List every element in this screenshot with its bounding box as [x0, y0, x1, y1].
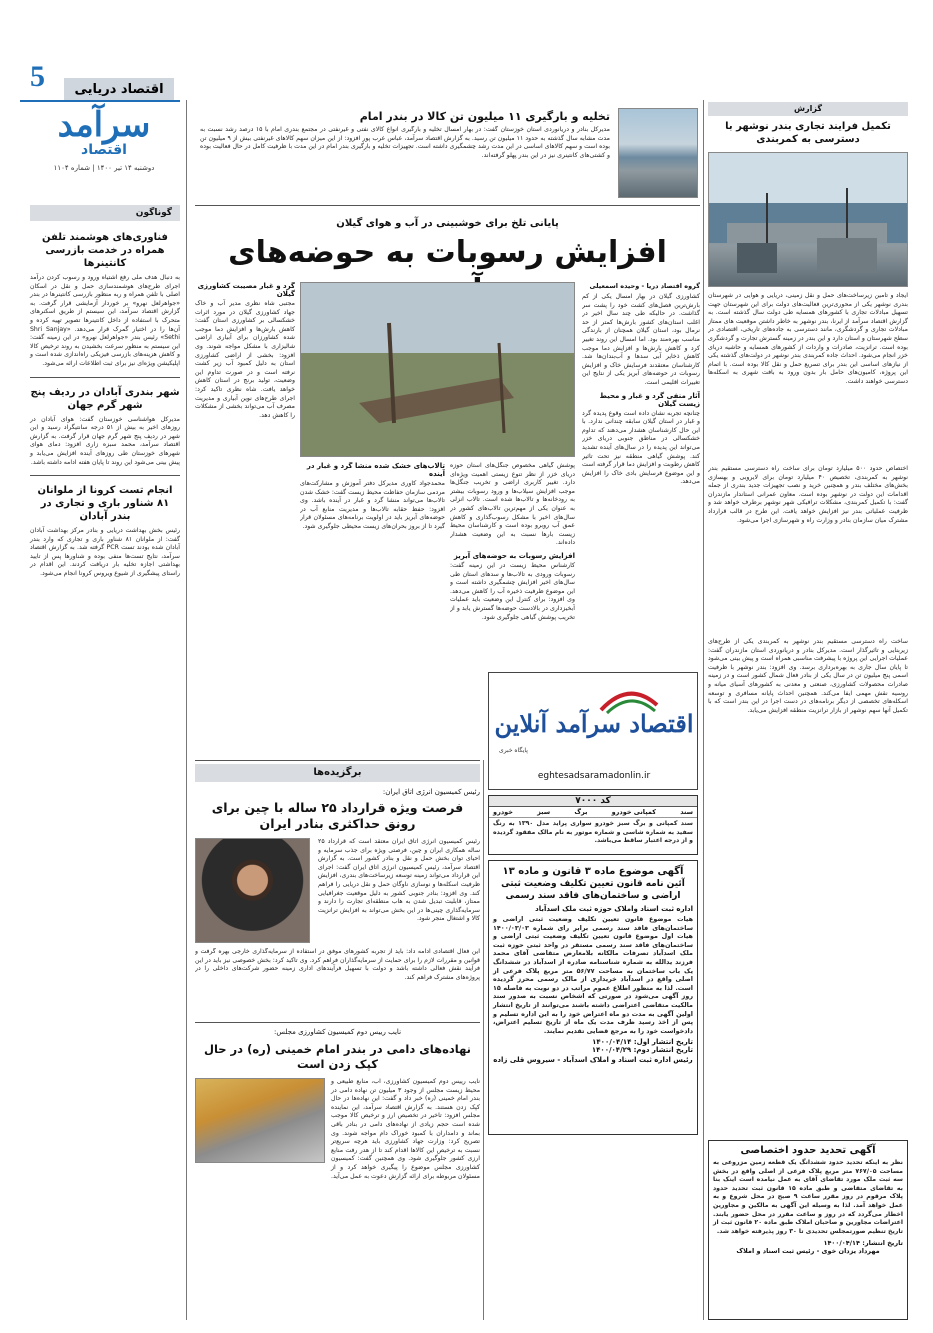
sidebar-separator	[186, 100, 187, 1320]
top-news-photo	[618, 108, 698, 198]
sidebar-item2-title: شهر بندری آبادان در ردیف پنج شهر گرم جهان	[30, 386, 180, 411]
legal-notice	[488, 860, 698, 1135]
small-notice-col: کمپانی خودرو	[611, 808, 657, 816]
featured-headline: فرصت ویژه قرارداد ۲۵ ساله با چین برای رونق حداکثری بنادر ایران	[211, 800, 464, 831]
legal-notice-date1: تاریخ انتشار اول: ۱۴۰۰/۰۴/۱۴	[592, 1038, 693, 1047]
lead-col3-subhead: گرد و غبار مصیبت کشاورزی گیلان	[197, 282, 295, 298]
lead-kicker: پایانی تلخ برای خوشبینی در آب و هوای گیلان	[336, 218, 559, 229]
small-notice	[488, 795, 698, 855]
legal-notice-body: هیات موضوع قانون تعیین تکلیف وضعیت ثبتی اراضی و ساختمان‌های فاقد سند رسمی برابر رای شماره ۱۴۰۰/۰۳/۰۳ هیات اول موضوع قانون تعیین تکلیف وضعیت ثبتی اراضی و ساختمان‌های فاقد سند رسمی مستقر در واحد ثبتی حوزه ثبت ملک اسدآباد تصرفات مالکانه بلامعارض متقاضی آقای محمد فرزند یدالله به شماره شناسنامه صادره از اسدآباد در ششدانگ یک باب ساختمان به مساحت ۵۶/۷۷ متر مربع پلاک فرعی از اصلی واقع در اسدآباد خریداری از مالک رسمی محرز گردیده است. لذا به منظور اطلاع عموم مراتب در دو نوبت به فاصله ۱۵ روز آگهی می‌شود در صورتی که اشخاص نسبت به صدور سند مالکیت متقاضی اعتراضی داشته باشند می‌توانند از تاریخ انتشار اولین آگهی به مدت دو ماه اعتراض خود را به این اداره تسلیم و پس از اخذ رسید ظرف مدت یک ماه از تاریخ تسلیم اعتراض، دادخواست خود را به مرجع قضایی تقدیم نمایند.	[493, 915, 693, 1035]
newspaper-logo	[44, 105, 164, 172]
lead-col1-text-b: چنانچه تجربه نشان داده است وقوع پدیده گرد و غبار در استان گیلان سابقه چندانی ندارد. با این حال کارشناسان هشدار می‌دهند که تداوم خشکسالی در مناطق جنوبی دریای خزر می‌تواند این پدیده را در سال‌های آینده تشدید کند. پوشش گیاهی منطقه نیز تحت تاثیر کاهش رطوبت و افزایش دما قرار گرفته است و این موضوع فرسایش بادی خاک را افزایش می‌دهد.	[582, 409, 700, 486]
report-title: تکمیل فرایند تجاری بندر نوشهر با دسترسی به کمربندی	[725, 121, 891, 145]
small-notice-body: سند کمپانی و برگ سبز خودرو سواری پراید مدل ۱۳۹۰ به رنگ سفید به شماره شاسی و شماره موتور به نام مالک مفقود گردیده و از درجه اعتبار ساقط می‌باشد.	[493, 820, 693, 845]
featured-bottom-rule	[195, 1022, 480, 1023]
small-notice-cols	[489, 807, 697, 818]
lead-col3-text: مجتبی شاه نظری مدیر آب و خاک جهاد کشاورزی گیلان در مورد اثرات خشکسالی بر کشاورزی استان گفت: کاهش بارش‌ها و افزایش دما موجب شده کشاورزان برای آبیاری اراضی شالیزاری با مشکل مواجه شوند. وی افزود: بخشی از اراضی کشاورزی استان به دلیل کمبود آب زیر کشت نرفته است و در صورت تداوم این وضعیت، تولید برنج در استان کاهش خواهد یافت. شاه نظری تاکید کرد: اجرای طرح‌های نوین آبیاری و مدیریت مصرف آب می‌تواند بخشی از مشکلات را کاهش دهد.	[195, 300, 295, 419]
lead-col2-text: پوشش گیاهی مخصوص جنگل‌های استان حوزه دریای خزر از نظر تنوع زیستی اهمیت ویژه‌ای دارد. تغییر کاربری اراضی و تخریب جنگل‌ها موجب افزایش سیلاب‌ها و ورود رسوبات بیشتر به رودخانه‌ها و تالاب‌ها شده است. تالاب انزلی به عنوان یکی از مهم‌ترین تالاب‌های کشور در سال‌های اخیر با مشکل رسوب‌گذاری و کاهش عمق آب روبرو بوده است و کارشناسان محیط زیست بارها نسبت به این وضعیت هشدار داده‌اند.	[450, 462, 575, 547]
top-news-body: مدیرکل بنادر و دریانوردی استان خوزستان گفت: در بهار امسال تخلیه و بارگیری انواع کالای نفتی و غیرنفتی در مجتمع بندری امام با ۱۵ درصد رشد نسبت به مدت مشابه سال گذشته به حدود ۱۱ میلیون تن رسید. به گزارش اقتصاد سرآمد، عباس عرب پور افزود: از این میزان سهم کالاهای غیرنفتی بیش از ۹ میلیون تن بوده است و سهم کالاهای اساسی در این مدت رشد چشمگیری داشته است. تجهیزات تخلیه و بارگیری بندر امام در این مدت با ظرفیت کامل در حال فعالیت بوده و کشتی‌های کانتینری نیز در این بندر پهلو گرفته‌اند.	[200, 126, 610, 159]
legal-notice-signature: رئیس اداره ثبت اسناد و املاک اسدآباد - سیروس قلی زاده	[493, 1056, 693, 1065]
report-body-2: اختصاص حدود ۵۰۰ میلیارد تومان برای ساخت راه دسترسی مستقیم بندر نوشهر به کمربندی، تخصیص ۴۰ میلیارد تومان برای لایروبی و بهسازی بخش‌های مختلف بندر و همچنین خرید و نصب تجهیزات جدید بندری از جمله اقدامات این دولت در نوشهر بوده است. معاون عمرانی استاندار مازندران گفت: با تکمیل کمربندی، مشکلات ترافیکی شهر نوشهر برطرف خواهد شد و ظرفیت عملیاتی بندر نیز افزایش خواهد یافت. این طرح در قالب قرارداد مشترک میان سازمان بنادر و وزارت راه و شهرسازی اجرا می‌شود.	[708, 465, 908, 524]
right-separator	[703, 100, 704, 1320]
second-headline: نهاده‌های دامی در بندر امام خمینی (ره) در حال کپک زدن است	[203, 1042, 472, 1071]
lead-col2-text-b: کارشناس محیط زیست در این زمینه گفت: رسوبات ورودی به تالاب‌ها و سدهای استان طی سال‌های اخیر افزایش چشمگیری داشته است و این موضوع ظرفیت ذخیره آب را کاهش می‌دهد. وی افزود: برای کنترل این وضعیت باید عملیات آبخیزداری در بالادست حوضه‌ها گسترش یابد و از تخریب پوشش گیاهی جلوگیری شود.	[450, 561, 575, 621]
sidebar-divider-2	[30, 475, 180, 476]
logo-main-text: سرآمد	[57, 105, 151, 145]
featured-subtitle: رئیس کمیسیون انرژی اتاق ایران:	[382, 788, 480, 796]
exclusive-notice-body: نظر به اینکه تحدید حدود ششدانگ یک قطعه زمین مزروعی به مساحت ۷۶۷/۰۵ متر مربع پلاک فرعی از اصلی واقع در بخش سه ثبت ملک مورد تقاضای آقای به عمل نیامده است اینک بنا به تقاضای متقاضی و طبق ماده ۱۵ قانون ثبت تحدید حدود پلاک مرقوم در روز مقرر ساعت ۹ صبح در محل شروع و به عمل خواهد آمد. لذا به وسیله این آگهی به مالکین و مجاورین اخطار می‌گردد که در روز و ساعت مقرر در محل حضور یابند. اعتراضات مجاورین و صاحبان املاک طبق ماده ۲۰ قانون ثبت از تاریخ تنظیم صورتمجلس تحدیدی تا ۳۰ روز پذیرفته خواهد شد.	[713, 1159, 904, 1235]
featured-header-bar	[195, 764, 480, 782]
masthead-rule	[20, 100, 180, 102]
ad-tagline: پایگاه خبری	[499, 747, 528, 754]
featured-body: رئیس کمیسیون انرژی اتاق ایران معتقد است که قرارداد ۲۵ ساله همکاری ایران و چین، فرصتی ویژه برای جذب سرمایه و احیای توان بخش حمل و نقل و بنادر کشور است. به گزارش اقتصاد سرآمد، رئیس کمیسیون انرژی اتاق ایران گفت: اجرای این قرارداد می‌تواند زمینه توسعه زیرساخت‌های بندری، افزایش ظرفیت اسکله‌ها و نوسازی ناوگان حمل و نقل دریایی را فراهم کند. وی افزود: بنادر جنوبی کشور به دلیل موقعیت جغرافیایی ممتاز، قابلیت تبدیل شدن به هاب منطقه‌ای تجارت را دارند و سرمایه‌گذاری چینی‌ها در این بخش می‌تواند به افزایش ترانزیت کالا و اشتغال منجر شود.	[318, 838, 480, 923]
exclusive-notice-title: آگهی تحدید حدود اختصاصی	[740, 1145, 876, 1156]
report-body: ایجاد و تامین زیرساخت‌های حمل و نقل زمینی، دریایی و هوایی در شهرستان بندری نوشهر یکی از محوری‌ترین فعالیت‌های دولت برای این شهرستان جهت تسهیل مبادلات تجاری با کشورهای همسایه طی دولت سال گذشته است. به گزارش اقتصاد سرآمد از ایرنا، بندر نوشهر به خاطر داشتن موقعیت های ممتاز مبادلات تجاری و گردشگری، مانند دسترسی به جاده‌های تاریخی، اقتصادی در سطح شهرستان و استان دارد و این بندر در زمینه گسترش تجارت و گردشگری بوده است. ترانزیت، صادرات و واردات از کشورهای همسایه و حاشیه دریای خزر انجام می‌شود. احداث جاده کمربندی بندر نوشهر در دولت‌های گذشته یکی از نیازهای اساسی این بندر برای تسریع حمل و نقل کالا بوده است. با اتمام این پروژه، کامیون‌های حامل بار بدون ورود به بافت شهری به اسکله‌ها دسترسی خواهند داشت.	[708, 292, 908, 385]
report-label: گزارش	[708, 102, 908, 116]
issue-date: دوشنبه ۱۴ تیر ۱۴۰۰ | شماره ۱۱۰۴	[53, 164, 155, 172]
sidebar-item1-title: فناوری‌های هوشمند تلفن همراه در خدمت بازرسی کانتینرها	[42, 232, 168, 269]
lead-col1-subhead: آثار منفی گرد و غبار و محیط زیست گیلان	[599, 391, 700, 408]
legal-notice-date2: تاریخ انتشار دوم: ۱۴۰۰/۰۴/۲۹	[591, 1046, 693, 1055]
featured-header: برگزیده‌ها	[313, 767, 362, 778]
ad-brand: اقتصاد سرآمد آنلاین	[494, 709, 694, 738]
exclusive-notice	[708, 1140, 908, 1320]
legal-notice-subtitle: آئین نامه قانون تعیین تکلیف وضعیت ثبتی اراضی و ساختمان‌های فاقد سند رسمی	[501, 879, 685, 901]
sidebar-item2-body: مدیرکل هواشناسی خوزستان گفت: هوای آبادان در روزهای اخیر به بیش از ۵۱ درجه سانتیگراد رسید و این شهر در ردیف پنج شهر گرم جهان قرار گرفت. به گزارش اقتصاد سرآمد، محمد سبزه زاری افزود: دمای هوای شهرهای خوزستان طی روزهای آینده افزایش می‌یابد و پیش بینی می‌شود این روند تا پایان هفته ادامه داشته باشد.	[30, 415, 181, 466]
exclusive-notice-date: تاریخ انتشار: ۱۴۰۰/۰۴/۱۴	[823, 1239, 903, 1248]
lead-headline: افزایش رسوبات به حوضه‌های	[228, 235, 667, 270]
lead-photo	[300, 282, 575, 457]
featured-body-2: این فعال اقتصادی ادامه داد: باید از تجربه کشورهای موفق در استفاده از سرمایه‌گذاری خارجی بهره گرفت و قوانین و مقررات لازم را برای حمایت از سرمایه‌گذاران فراهم کرد. وی تاکید کرد: بخش خصوصی نیز باید در این فرآیند نقش فعالی داشته باشد و دولت با تسهیل فرآیندهای اداری زمینه حضور شرکت‌های داخلی را در پروژه‌های مشترک فراهم کند.	[195, 948, 480, 981]
sidebar-header: گوناگون	[30, 205, 180, 221]
report-photo-drawing	[708, 153, 907, 287]
lead-bottom-rule	[195, 760, 480, 761]
sidebar-divider-1	[30, 377, 180, 378]
lead-col4-subhead: تالاب‌های خشک شده منشا گرد و غبار در آینده	[306, 462, 445, 478]
second-body: نایب رییس دوم کمیسیون کشاورزی، آب، منابع طبیعی و محیط زیست مجلس از وجود ۳ میلیون تن نهاده دامی در بندر امام خمینی (ره) خبر داد و گفت: این نهاده‌ها در حال کپک زدن هستند. به گزارش اقتصاد سرآمد، این نماینده مجلس افزود: تاخیر در تخصیص ارز و ترخیص کالا موجب شده است حجم زیادی از نهاده‌های دامی در بنادر باقی بماند و دامداران با کمبود خوراک دام مواجه شوند. وی تصریح کرد: وزارت جهاد کشاورزی باید هرچه سریع‌تر نسبت به ترخیص این کالاها اقدام کند تا از هدر رفت منابع ارزی کشور جلوگیری شود. وی همچنین گفت: کمیسیون کشاورزی مجلس موضوع را پیگیری خواهد کرد و از مسئولان مربوطه برای ارائه گزارش دعوت به عمل می‌آید.	[331, 1078, 480, 1180]
second-subtitle: نایب رییس دوم کمیسیون کشاورزی مجلس:	[273, 1028, 402, 1036]
ad-url[interactable]: eghtesadsaramadonlin.ir	[537, 771, 651, 781]
page-number: 5	[30, 60, 45, 93]
top-rule	[195, 205, 700, 206]
top-news-title: تخلیه و بارگیری ۱۱ میلیون تن کالا در بندر امام	[359, 110, 610, 123]
lead-col4-text: محمدجواد کاوری مدیرکل دفتر آموزش و مشارکت‌های مردمی سازمان حفاظت محیط زیست گفت: خشک شدن تالاب‌ها می‌تواند منشا گرد و غبار در آینده باشد. وی افزود: حفظ حقابه تالاب‌ها و مدیریت منابع آب در حوضه‌های آبریز باید در اولویت برنامه‌های مسئولان قرار گیرد تا از بروز بحران‌های زیست محیطی جلوگیری شود.	[300, 480, 445, 530]
exclusive-notice-signature: مهرداد یزدان خوی - رئیس ثبت اسناد و املاک	[736, 1247, 880, 1256]
sidebar-item3-body: رئیس بخش بهداشت دریایی و بنادر مرکز بهداشت آبادان گفت: از ملوانان ۸۱ شناور باری و تجاری که وارد بندر آبادان شده بودند تست PCR گرفته شد. به گزارش اقتصاد سرآمد، نتایج تست‌ها منفی بوده و شناورها پس از تایید بهداشتی اجازه تخلیه بار دریافت کردند. این اقدام در راستای پیشگیری از شیوع ویروس کرونا انجام می‌شود.	[30, 527, 181, 578]
legal-notice-office: اداره ثبت اسناد واملاک حوزه ثبت ملک اسدآباد	[535, 905, 693, 913]
featured-photo	[195, 838, 310, 943]
report-body-3: ساخت راه دسترسی مستقیم بندر نوشهر به کمربندی یکی از طرح‌های زیربنایی و تاثیرگذار است. مدیرکل بنادر و دریانوردی استان مازندران گفت: عملیات اجرایی این پروژه با پیشرفت مناسبی همراه است و پیش بینی می‌شود تا پایان سال جاری به بهره‌برداری برسد. وی افزود: بندر نوشهر با ظرفیت اسمی پنج میلیون تن در سال یکی از بنادر فعال شمال کشور است و در زمینه صادرات محصولات کشاورزی، صنعتی و معدنی به کشورهای آسیای میانه و روسیه نقش مهمی ایفا می‌کند. همچنین احداث پایانه مسافری و توسعه اسکله‌های تخصصی از دیگر برنامه‌های در دست اجرا در این بندر است که با تکمیل آنها سهم نوشهر از بازار ترانزیت منطقه افزایش می‌یابد.	[708, 638, 908, 714]
online-ad[interactable]	[488, 672, 698, 790]
small-notice-col: برگ	[574, 808, 588, 816]
lead-col4	[300, 462, 445, 752]
small-notice-col: سند	[680, 808, 693, 816]
sidebar-item1-body: به دنبال هدف ملی رفع اشتیاه ورود و رسوب کردن درآمد اجرای طرح‌های هوشمندسازی حمل و نقل در اسکان اصلی با تلفن همراه و ربه منظور بازرسی کانتینرها در بندر «جواهرلعل نهرو» بر خوردار آزمایشی قرار گرفت. به گزارش اقتصاد سرآمد، این سیستم از طریق اسکنرهای متحرک با استفاده از داخل کانتینرها تصویر تهیه کرده و آن‌ها را در اختیار گمرک قرار می‌دهد. «Shri Sanjay Sethi» رئیس بندر «جواهرلعل نهرو» در این زمینه گفت: این سیستم به منظور سرعت بخشیدن به روند ترخیص کالا و کاهش هزینه‌های بازرسی فیزیکی راه‌اندازی شده است و اپلیکیشن ویژه‌ای نیز برای ثبت اطلاعات ارائه می‌شود.	[30, 274, 180, 367]
lead-photo-drawing	[300, 283, 574, 457]
lead-col3	[195, 282, 295, 752]
logo-sub-text: اقتصاد	[81, 142, 127, 158]
sidebar-column	[30, 225, 180, 1325]
lead-col1-text: کشاورزی گیلان در بهار امسال یکی از کم بارش‌ترین فصل‌های کشت خود را پشت سر گذاشت. در حالیکه طی چند سال اخیر در اغلب استان‌های کشور بارش‌ها کمتر از حد نرمال بود، استان گیلان همچنان از بارندگی مناسب بهره‌مند بود. اما امسال این روند تغییر کرد و کاهش بارش‌ها و افزایش دما موجب کاهش ذخایر آبی سدها و آب‌بندان‌ها شد. کارشناسان معتقدند فرسایش خاک و افزایش رسوبات در حوضه‌های آبریز یکی از نتایج این تغییرات اقلیمی است.	[582, 293, 700, 386]
small-notice-col: خودرو	[493, 808, 513, 816]
legal-notice-title: آگهی موضوع ماده ۳ قانون و ماده ۱۳	[502, 866, 684, 877]
center-separator	[483, 760, 484, 1320]
small-notice-code: کد ۷۰۰۰	[489, 796, 697, 807]
section-label: اقتصاد دریایی	[64, 78, 174, 101]
lead-byline: گروه اقتصاد دریا - وحیده اسمعیلی	[589, 282, 700, 290]
sidebar-item3-title: انجام تست کرونا از ملوانان ۸۱ شناور باری و تجاری در بندر آبادان	[37, 485, 173, 523]
lead-col2-subhead: افزایش رسوبات به حوضه‌های آبریز	[453, 551, 575, 560]
small-notice-col: سبز	[537, 808, 551, 816]
report-photo	[708, 152, 908, 287]
